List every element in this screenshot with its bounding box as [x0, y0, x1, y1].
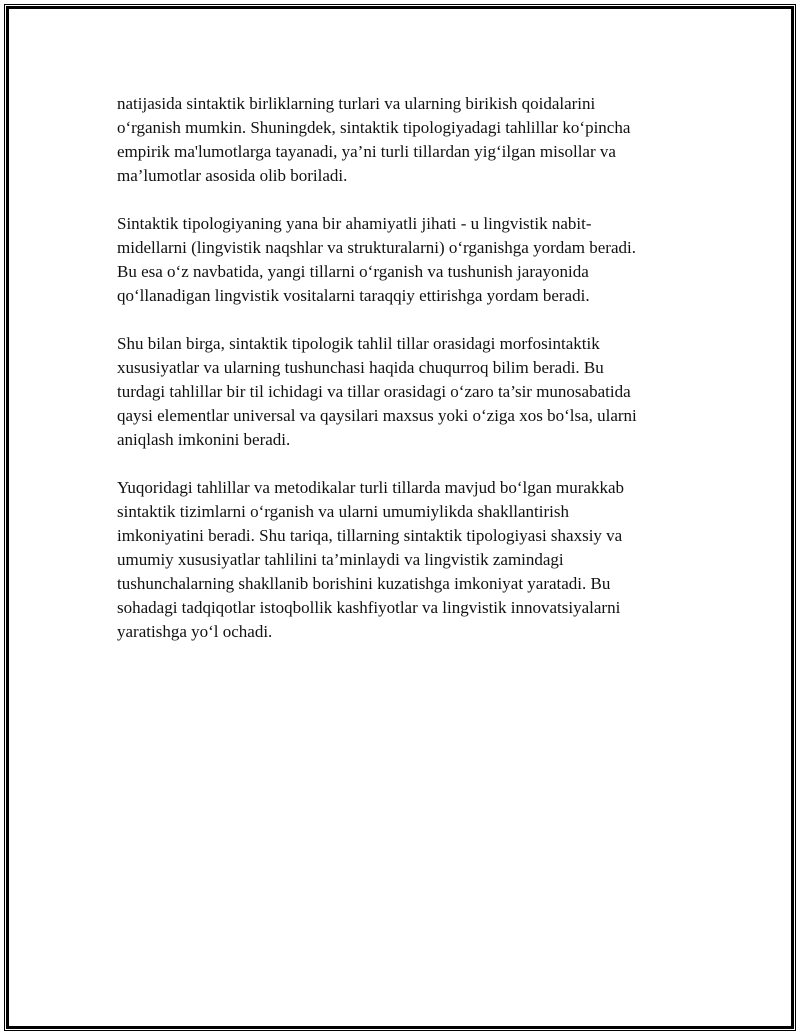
text-line: Shu bilan birga, sintaktik tipologik tahlil tillar orasidagi morfosintaktik	[117, 334, 600, 353]
text-line: o‘rganish mumkin. Shuningdek, sintaktik tipologiyadagi tahlillar ko‘pincha	[117, 118, 631, 137]
text-line: midellarni (lingvistik naqshlar va strukturalarni) o‘rganishga yordam beradi.	[117, 238, 636, 257]
document-body	[117, 92, 697, 668]
text-line: xususiyatlar va ularning tushunchasi haqida chuqurroq bilim beradi. Bu	[117, 358, 604, 377]
text-line: empirik ma'lumotlarga tayanadi, ya’ni turli tillardan yig‘ilgan misollar va	[117, 142, 616, 161]
text-line: Sintaktik tipologiyaning yana bir ahamiyatli jihati - u lingvistik nabit-	[117, 214, 592, 233]
text-line: sohadagi tadqiqotlar istoqbollik kashfiyotlar va lingvistik innovatsiyalarni	[117, 598, 621, 617]
text-line: ma’lumotlar asosida olib boriladi.	[117, 166, 348, 185]
text-line: natijasida sintaktik birliklarning turlari va ularning birikish qoidalarini	[117, 94, 596, 113]
paragraph-3	[117, 332, 697, 452]
paragraph-2	[117, 212, 697, 308]
text-line: sintaktik tizimlarni o‘rganish va ularni umumiylikda shakllantirish	[117, 502, 570, 521]
text-line: imkoniyatini beradi. Shu tariqa, tillarning sintaktik tipologiyasi shaxsiy va	[117, 526, 623, 545]
text-line: umumiy xususiyatlar tahlilini ta’minlaydi va lingvistik zamindagi	[117, 550, 564, 569]
text-line: qo‘llanadigan lingvistik vositalarni taraqqiy ettirishga yordam beradi.	[117, 286, 590, 305]
paragraph-1	[117, 92, 697, 188]
text-line: yaratishga yo‘l ochadi.	[117, 622, 273, 641]
text-line: tushunchalarning shakllanib borishini kuzatishga imkoniyat yaratadi. Bu	[117, 574, 611, 593]
text-line: turdagi tahlillar bir til ichidagi va tillar orasidagi o‘zaro ta’sir munosabatida	[117, 382, 631, 401]
paragraph-4	[117, 476, 697, 644]
text-line: aniqlash imkonini beradi.	[117, 430, 291, 449]
text-line: qaysi elementlar universal va qaysilari maxsus yoki o‘ziga xos bo‘lsa, ularni	[117, 406, 637, 425]
text-line: Bu esa o‘z navbatida, yangi tillarni o‘rganish va tushunish jarayonida	[117, 262, 589, 281]
text-line: Yuqoridagi tahlillar va metodikalar turli tillarda mavjud bo‘lgan murakkab	[117, 478, 625, 497]
